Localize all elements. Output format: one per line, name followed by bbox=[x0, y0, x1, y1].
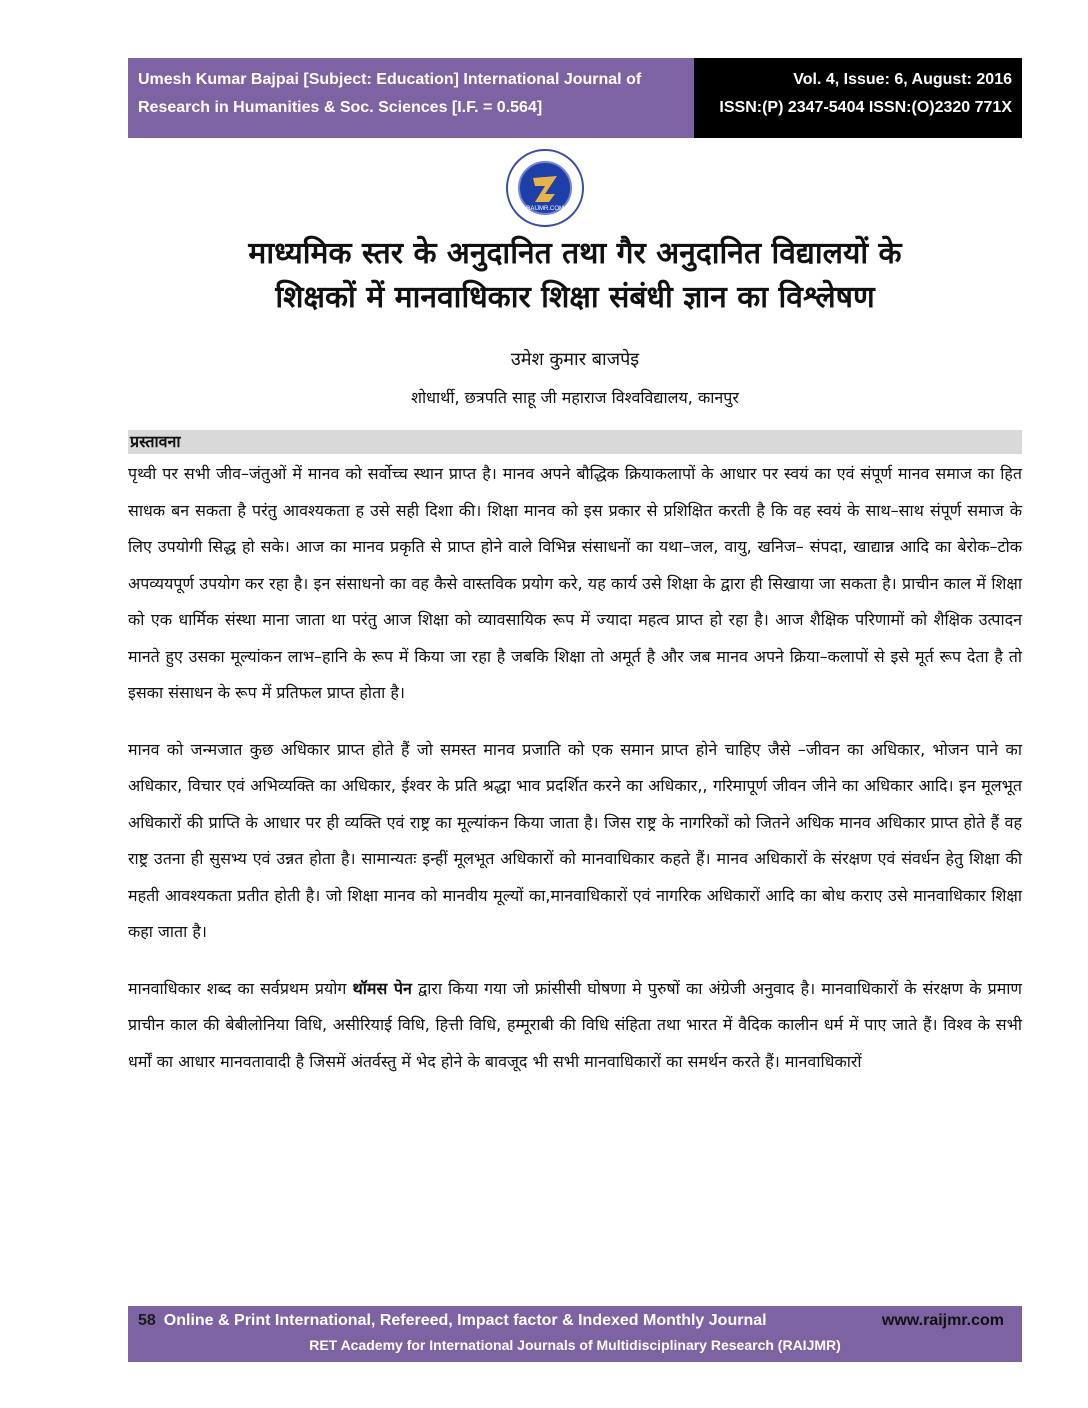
header-citation-line2: Research in Humanities & Soc. Sciences [I.F. = 0.564] bbox=[138, 99, 543, 116]
paragraph-1: पृथ्वी पर सभी जीव–जंतुओं में मानव को सर्वोच्च स्थान प्राप्त है। मानव अपने बौद्धिक क्रियाकलापों के आधार पर स्वयं का एवं संपूर्ण मानव समाज का हित साधक बन सकता है परंतु आवश्यकता ह उसे सही दिशा की। शिक्षा मानव को इस प्रकार से प्रशिक्षित करती है कि वह स्वयं के साथ–साथ संपूर्ण समाज के लिए उपयोगी सिद्ध हो सके। आज का मानव प्रकृति से प्राप्त होने वाले विभिन्न संसाधनों का यथा–जल, वायु, खनिज– संपदा, खाद्यान्न आदि का बेरोक–टोक अपव्ययपूर्ण उपयोग कर रहा है। इन संसाधनो का वह कैसे वास्तविक प्रयोग करे, यह कार्य उसे शिक्षा के द्वारा ही सिखाया जा सकता है। प्राचीन काल में शिक्षा को एक धार्मिक संस्था माना जाता था परंतु आज शिक्षा को व्यावसायिक रूप में ज्यादा महत्व प्राप्त हो रहा है। आज शैक्षिक परिणामों को शैक्षिक उत्पादन मानते हुए उसका मूल्यांकन लाभ–हानि के रूप में किया जा रहा है जबकि शिक्षा तो अमूर्त है और जब मानव अपने क्रिया–कलापों से इसे मूर्त रूप देता है तो इसका संसाधन के रूप में प्रतिफल प्राप्त होता है। bbox=[128, 464, 1022, 702]
body-text bbox=[128, 456, 1022, 1100]
footer-journal-info bbox=[138, 1312, 767, 1330]
title-line2: शिक्षकों में मानवाधिकार शिक्षा संबंधी ज्ञान का विश्लेषण bbox=[275, 280, 875, 315]
header-issn: ISSN:(P) 2347-5404 ISSN:(O)2320 771X bbox=[719, 99, 1012, 116]
section-heading: प्रस्तावना bbox=[128, 430, 1022, 454]
header-citation-line1: Umesh Kumar Bajpai [Subject: Education] International Journal of bbox=[138, 71, 642, 88]
header-citation bbox=[128, 58, 694, 138]
logo-text: RAIJMR.COM bbox=[526, 206, 564, 212]
author-name: उमेश कुमार बाजपेइ bbox=[510, 349, 640, 370]
paragraph-3-start: मानवाधिकार शब्द का सर्वप्रथम प्रयोग bbox=[128, 978, 353, 998]
footer-row1 bbox=[138, 1312, 1004, 1330]
author-affiliation: शोधार्थी, छत्रपति साहू जी महाराज विश्वविद्यालय, कानपुर bbox=[411, 388, 739, 407]
footer-line1: Online & Print International, Refereed, Impact factor & Indexed Monthly Journal bbox=[163, 1312, 767, 1329]
footer-line2: RET Academy for International Journals of Multidisciplinary Research (RAIJMR) bbox=[309, 1337, 841, 1353]
paragraph-2: मानव को जन्मजात कुछ अधिकार प्राप्त होते हैं जो समस्त मानव प्रजाति को एक समान प्राप्त होने चाहिए जैसे –जीवन का अधिकार, भोजन पाने का अधिकार, विचार एवं अभिव्यक्ति का अधिकार, ईश्वर के प्रति श्रद्धा भाव प्रदर्शित करने का अधिकार,, गरिमापूर्ण जीवन जीने का अधिकार आदि। इन मूलभूत अधिकारों की प्राप्ति के आधार पर ही व्यक्ति एवं राष्ट्र का मूल्यांकन किया जाता है। जिस राष्ट्र के नागरिकों को जितने अधिक मानव अधिकार प्राप्त होते हैं वह राष्ट्र उतना ही सुसभ्य एवं उन्नत होता है। सामान्यतः इन्हीं मूलभूत अधिकारों को मानवाधिकार कहते हैं। मानव अधिकारों के संरक्षण एवं संवर्धन हेतु शिक्षा की महती आवश्यकता प्रतीत होती है। जो शिक्षा मानव को मानवीय मूल्यों का,मानवाधिकारों एवं नागरिक अधिकारों आदि का बोध कराए उसे मानवाधिकार शिक्षा कहा जाता है। bbox=[128, 739, 1022, 941]
journal-logo bbox=[505, 148, 585, 228]
journal-header bbox=[128, 58, 1022, 138]
title-line1: माध्यमिक स्तर के अनुदानित तथा गैर अनुदानित विद्यालयों के bbox=[248, 236, 902, 271]
header-issue-info bbox=[694, 58, 1022, 138]
thomas-paine-name: थॉमस पेन bbox=[352, 978, 412, 998]
paragraph-3 bbox=[128, 971, 1022, 1081]
header-volume: Vol. 4, Issue: 6, August: 2016 bbox=[793, 71, 1012, 88]
footer-website-link[interactable]: www.raijmr.com bbox=[881, 1312, 1004, 1329]
paper-title bbox=[128, 232, 1022, 320]
paragraph-3-rest: द्वारा किया गया जो फ्रांसीसी घोषणा मे पुरुषों का अंग्रेजी अनुवाद है। मानवाधिकारों के संरक्षण के प्रमाण प्राचीन काल की बेबीलोनिया विधि, असीरियाई विधि, हित्ती विधि, हम्मूराबी की विधि संहिता तथा भारत में वैदिक कालीन धर्म में पाए जाते हैं। विश्व के सभी धर्मों का आधार मानवतावादी है जिसमें अंतर्वस्तु में भेद होने के बावजूद भी सभी मानवाधिकारों का समर्थन करते हैं। मानवाधिकारों bbox=[128, 978, 1022, 1071]
page-number: 58 bbox=[138, 1312, 156, 1329]
journal-footer bbox=[128, 1306, 1022, 1362]
